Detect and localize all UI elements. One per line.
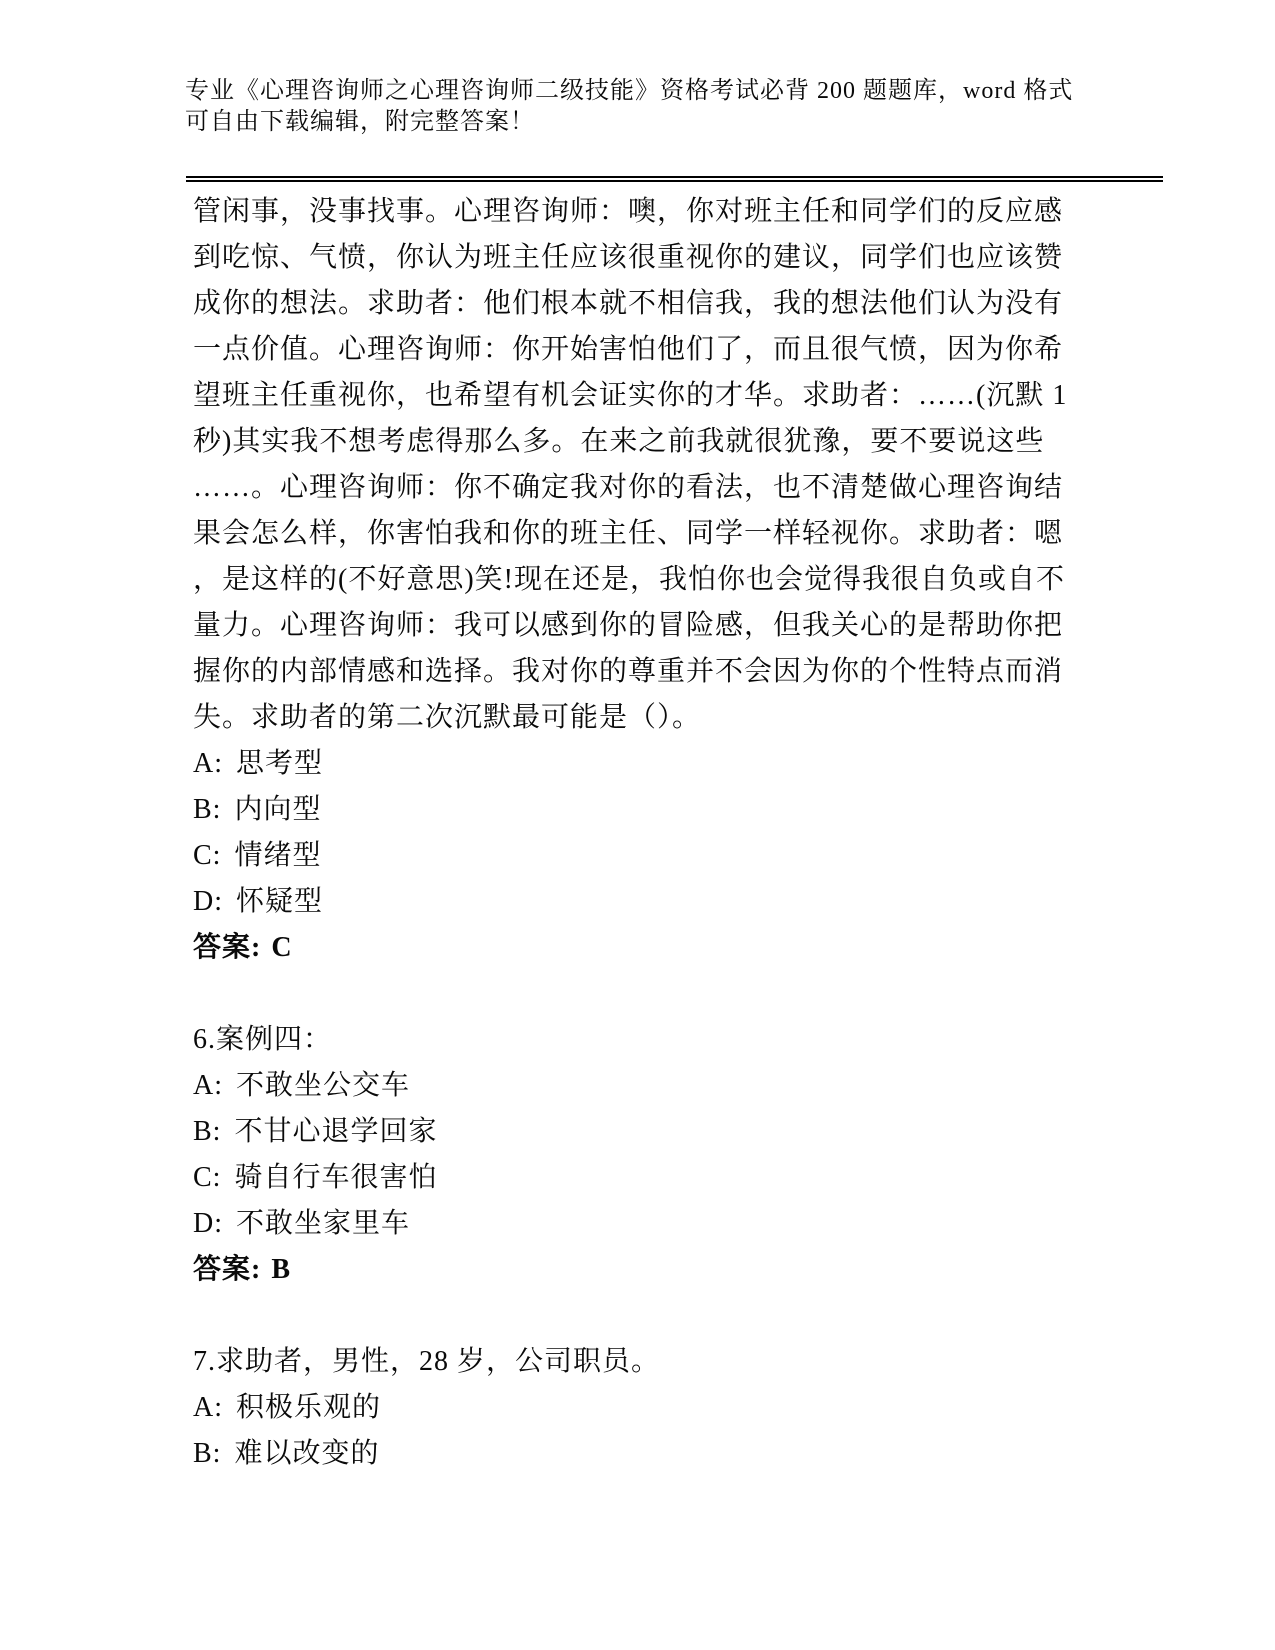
- body-line: ……。心理咨询师：你不确定我对你的看法，也不清楚做心理咨询结: [193, 472, 1064, 503]
- option-label: A:: [193, 748, 223, 779]
- option-text: 情绪型: [234, 840, 322, 871]
- option-text: 积极乐观的: [236, 1392, 382, 1423]
- body-line: ，是这样的(不好意思)笑!现在还是，我怕你也会觉得我很自负或自不: [193, 564, 1065, 595]
- option-label: B:: [193, 1438, 222, 1469]
- body-line: 秒)其实我不想考虑得那么多。在来之前我就很犹豫，要不要说这些: [193, 426, 1045, 457]
- option-label: D:: [193, 1208, 223, 1239]
- option-label: B:: [193, 794, 222, 825]
- option-row-c: [193, 833, 1065, 879]
- option-label: C:: [193, 1162, 222, 1193]
- body-line: 望班主任重视你，也希望有机会证实你的才华。求助者：……(沉默 1: [193, 380, 1068, 411]
- option-text: 不甘心退学回家: [234, 1116, 438, 1147]
- spacer: [193, 1293, 1065, 1339]
- body-line: 失。求助者的第二次沉默最可能是（）。: [193, 702, 702, 733]
- body-line: 到吃惊、气愤，你认为班主任应该很重视你的建议，同学们也应该赞: [193, 242, 1064, 273]
- question-title-text: 案例四：: [216, 1024, 333, 1055]
- option-row-b: [193, 1109, 1065, 1155]
- body-line: 握你的内部情感和选择。我对你的尊重并不会因为你的个性特点而消: [193, 656, 1064, 687]
- option-text: 骑自行车很害怕: [234, 1162, 438, 1193]
- header-title-line-1: 专业《心理咨询师之心理咨询师二级技能》资格考试必背 200 题题库，word 格式: [185, 78, 1074, 104]
- document-body: [193, 189, 1068, 1477]
- option-row-b: [193, 787, 1065, 833]
- option-text: 难以改变的: [234, 1438, 380, 1469]
- answer-label: 答案:: [193, 1254, 262, 1285]
- answer-value: B: [271, 1254, 292, 1285]
- option-row-b: [193, 1431, 1065, 1477]
- header-divider: [186, 176, 1163, 182]
- option-label: B:: [193, 1116, 222, 1147]
- option-row-d: [193, 1201, 1065, 1247]
- option-label: D:: [193, 886, 223, 917]
- answer-row-q6: [193, 1247, 1065, 1293]
- option-row-a: [193, 741, 1065, 787]
- spacer: [193, 971, 1065, 1017]
- page-header: [185, 76, 1095, 138]
- question-5-body: [193, 189, 1068, 741]
- option-row-c: [193, 1155, 1065, 1201]
- option-text: 不敢坐家里车: [236, 1208, 411, 1239]
- option-text: 不敢坐公交车: [236, 1070, 411, 1101]
- answer-label: 答案:: [193, 932, 262, 963]
- body-line: 量力。心理咨询师：我可以感到你的冒险感，但我关心的是帮助你把: [193, 610, 1064, 641]
- option-row-a: [193, 1385, 1065, 1431]
- header-title-line-2: 可自由下载编辑，附完整答案！: [185, 109, 535, 135]
- question-6-title: [193, 1017, 1065, 1063]
- question-7-title: [193, 1339, 1065, 1385]
- question-number: 7.: [193, 1346, 216, 1377]
- option-row-a: [193, 1063, 1065, 1109]
- option-text: 怀疑型: [236, 886, 324, 917]
- option-text: 内向型: [234, 794, 322, 825]
- option-label: A:: [193, 1392, 223, 1423]
- answer-row-q5: [193, 925, 1065, 971]
- option-row-d: [193, 879, 1065, 925]
- answer-value: C: [271, 932, 293, 963]
- option-label: A:: [193, 1070, 223, 1101]
- option-text: 思考型: [236, 748, 324, 779]
- question-title-text: 求助者，男性，28 岁，公司职员。: [216, 1346, 661, 1377]
- option-label: C:: [193, 840, 222, 871]
- question-number: 6.: [193, 1024, 216, 1055]
- body-line: 一点价值。心理咨询师：你开始害怕他们了，而且很气愤，因为你希: [193, 334, 1064, 365]
- body-line: 果会怎么样，你害怕我和你的班主任、同学一样轻视你。求助者：嗯: [193, 518, 1064, 549]
- body-line: 管闲事，没事找事。心理咨询师：噢，你对班主任和同学们的反应感: [193, 196, 1064, 227]
- body-line: 成你的想法。求助者：他们根本就不相信我，我的想法他们认为没有: [193, 288, 1064, 319]
